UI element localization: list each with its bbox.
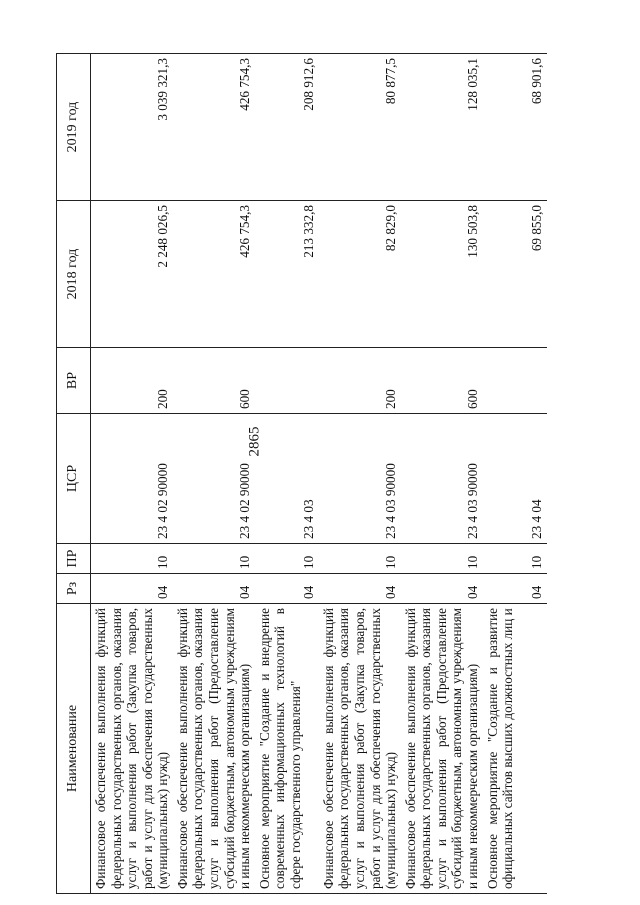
header-csr: ЦСР (57, 414, 91, 544)
table-row (173, 54, 255, 894)
row-2018: 130 503,8 (401, 201, 483, 348)
table-row (319, 54, 401, 894)
row-2019: 208 912,6 (255, 54, 319, 201)
row-pr: 10 (255, 544, 319, 574)
header-2018: 2018 год (57, 201, 91, 348)
row-vr (483, 348, 547, 414)
row-vr: 600 (173, 348, 255, 414)
row-name: Финансовое обеспечение выполнения функций федеральных государственных органов, оказания услуг и выполнения работ (Закупка товаров, работ и услуг для обеспечения государственных (муниципальных) нужд) (91, 604, 173, 894)
header-rz: Рз (57, 574, 91, 604)
row-2019: 80 877,5 (319, 54, 401, 201)
row-csr: 23 4 03 90000 (401, 414, 483, 544)
row-vr: 600 (401, 348, 483, 414)
table-row (483, 54, 547, 894)
row-rz: 04 (319, 574, 401, 604)
row-rz: 04 (255, 574, 319, 604)
header-pr: ПР (57, 544, 91, 574)
row-2018: 82 829,0 (319, 201, 401, 348)
row-2018: 69 855,0 (483, 201, 547, 348)
row-csr: 23 4 02 90000 (173, 414, 255, 544)
row-csr: 23 4 03 90000 (319, 414, 401, 544)
row-2018: 213 332,8 (255, 201, 319, 348)
row-2018: 2 248 026,5 (91, 201, 173, 348)
header-vr: ВР (57, 348, 91, 414)
row-2019: 3 039 321,3 (91, 54, 173, 201)
row-rz: 04 (173, 574, 255, 604)
row-name: Основное мероприятие "Создание и внедрение современных информационных технологий в сфере государственного управления" (255, 604, 319, 894)
row-name: Финансовое обеспечение выполнения функций федеральных государственных органов, оказания услуг и выполнения работ (Предоставление субсидий бюджетным, автономным учреждениям и иным некоммерческим организациям) (401, 604, 483, 894)
row-vr: 200 (91, 348, 173, 414)
row-name: Финансовое обеспечение выполнения функций федеральных государственных органов, оказания услуг и выполнения работ (Закупка товаров, работ и услуг для обеспечения государственных (муниципальных) нужд) (319, 604, 401, 894)
row-csr: 23 4 02 90000 (91, 414, 173, 544)
budget-table (56, 53, 547, 894)
row-name: Финансовое обеспечение выполнения функций федеральных государственных органов, оказания услуг и выполнения работ (Предоставление субсидий бюджетным, автономным учреждениям и иным некоммерческим организациям) (173, 604, 255, 894)
table-row (91, 54, 173, 894)
header-name: Наименование (57, 604, 91, 894)
row-pr: 10 (173, 544, 255, 574)
header-2019: 2019 год (57, 54, 91, 201)
row-vr: 200 (319, 348, 401, 414)
row-pr: 10 (401, 544, 483, 574)
row-rz: 04 (483, 574, 547, 604)
row-2019: 128 035,1 (401, 54, 483, 201)
row-pr: 10 (91, 544, 173, 574)
row-name: Основное мероприятие "Создание и развитие официальных сайтов высших должностных лиц и (483, 604, 547, 894)
row-2018: 426 754,3 (173, 201, 255, 348)
row-csr: 23 4 03 (255, 414, 319, 544)
row-rz: 04 (401, 574, 483, 604)
table-header-row (57, 54, 91, 894)
row-vr (255, 348, 319, 414)
budget-table-container (56, 54, 601, 894)
row-csr: 23 4 04 (483, 414, 547, 544)
table-row (401, 54, 483, 894)
row-rz: 04 (91, 574, 173, 604)
row-2019: 426 754,3 (173, 54, 255, 201)
row-pr: 10 (319, 544, 401, 574)
row-pr: 10 (483, 544, 547, 574)
row-2019: 68 901,6 (483, 54, 547, 201)
table-row (255, 54, 319, 894)
